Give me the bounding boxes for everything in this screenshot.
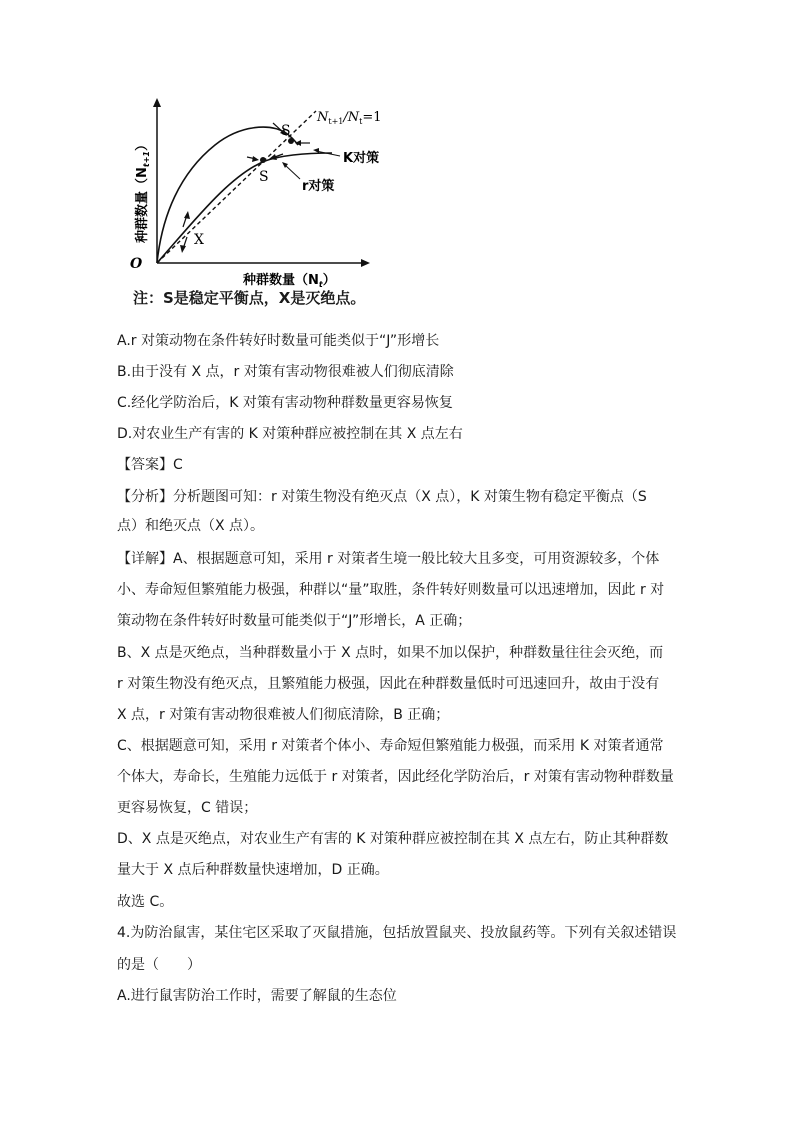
diagonal-label: $N_{t+1}/N_t=1$: [317, 110, 382, 126]
x-axis-arrow: [361, 259, 370, 267]
x-point-label: X: [194, 232, 204, 248]
option-b: B.由于没有 X 点，r 对策有害动物很难被人们彻底清除: [117, 364, 454, 380]
r-strategy-label: r对策: [302, 179, 335, 194]
detail-line: 量大于 X 点后种群数量快速增加，D 正确。: [117, 862, 389, 878]
r-pointer: [285, 165, 300, 179]
detail-line: C、根据题意可知，采用 r 对策者个体小、寿命短但繁殖能力极强，而采用 K 对策者通常: [117, 738, 664, 754]
detail-line: D、X 点是灭绝点，对农业生产有害的 K 对策种群应被控制在其 X 点左右，防止其种群数: [117, 831, 669, 847]
option-d: D.对农业生产有害的 K 对策种群应被控制在其 X 点左右: [117, 426, 463, 442]
answer-line: 【答案】C: [117, 457, 183, 473]
question-4-stem: 的是（ ）: [117, 957, 201, 973]
question-4-option-a: A.进行鼠害防治工作时，需要了解鼠的生态位: [117, 988, 397, 1004]
detail-line: 策动物在条件转好时数量可能类似于“J”形增长，A 正确；: [117, 613, 472, 629]
figure-note: 注：S是稳定平衡点，X是灭绝点。: [133, 289, 366, 307]
k-strategy-label: K对策: [343, 151, 380, 166]
arrow-head-3: [252, 156, 259, 162]
detail-line: 【详解】A、根据题意可知，采用 r 对策者生境一般比较大且多变，可用资源较多，个体: [117, 551, 660, 567]
population-strategy-diagram: [110, 95, 410, 295]
detail-line: B、X 点是灭绝点，当种群数量小于 X 点时，如果不加以保护，种群数量往往会灭绝，而: [117, 645, 664, 661]
x-axis-label: 种群数量$(N_t)$: [243, 273, 336, 289]
origin-label: O: [130, 256, 143, 272]
detail-line: X 点，r 对策有害动物很难被人们彻底清除，B 正确；: [117, 707, 450, 723]
detail-line: 个体大，寿命长，生殖能力远低于 r 对策者，因此经化学防治后，r 对策有害动物种群数量: [117, 769, 674, 785]
arrow-head-5: [184, 211, 190, 219]
s-upper-label: S: [281, 123, 291, 139]
y-axis-arrow: [153, 98, 161, 107]
question-4-stem: 4.为防治鼠害，某住宅区采取了灭鼠措施，包括放置鼠夹、投放鼠药等。下列有关叙述错误: [117, 925, 677, 941]
analysis-line: 【分析】分析题图可知：r 对策生物没有绝灭点（X 点），K 对策生物有稳定平衡点（S: [117, 489, 647, 505]
arrow-head-2: [295, 140, 301, 146]
detail-line: 小、寿命短但繁殖能力极强，种群以“量”取胜，条件转好则数量可以迅速增加，因此 r 对: [117, 582, 665, 598]
conclusion-line: 故选 C。: [117, 894, 174, 910]
y-axis-label: 种群数量$(N_{t+1})$: [135, 138, 151, 243]
analysis-line: 点）和绝灭点（X 点）。: [117, 518, 265, 534]
arrow-head-6: [180, 245, 186, 253]
equilibrium-diagonal: [157, 111, 316, 263]
option-a: A.r 对策动物在条件转好时数量可能类似于“J”形增长: [117, 333, 440, 349]
detail-line: 更容易恢复，C 错误；: [117, 800, 258, 816]
k-pointer-head: [313, 148, 319, 153]
s-lower-point: [260, 157, 266, 163]
option-c: C.经化学防治后，K 对策有害动物种群数量更容易恢复: [117, 395, 453, 411]
s-lower-label: S: [259, 169, 269, 185]
detail-line: r 对策生物没有绝灭点，且繁殖能力极强，因此在种群数量低时可迅速回升，故由于没有: [117, 676, 660, 692]
